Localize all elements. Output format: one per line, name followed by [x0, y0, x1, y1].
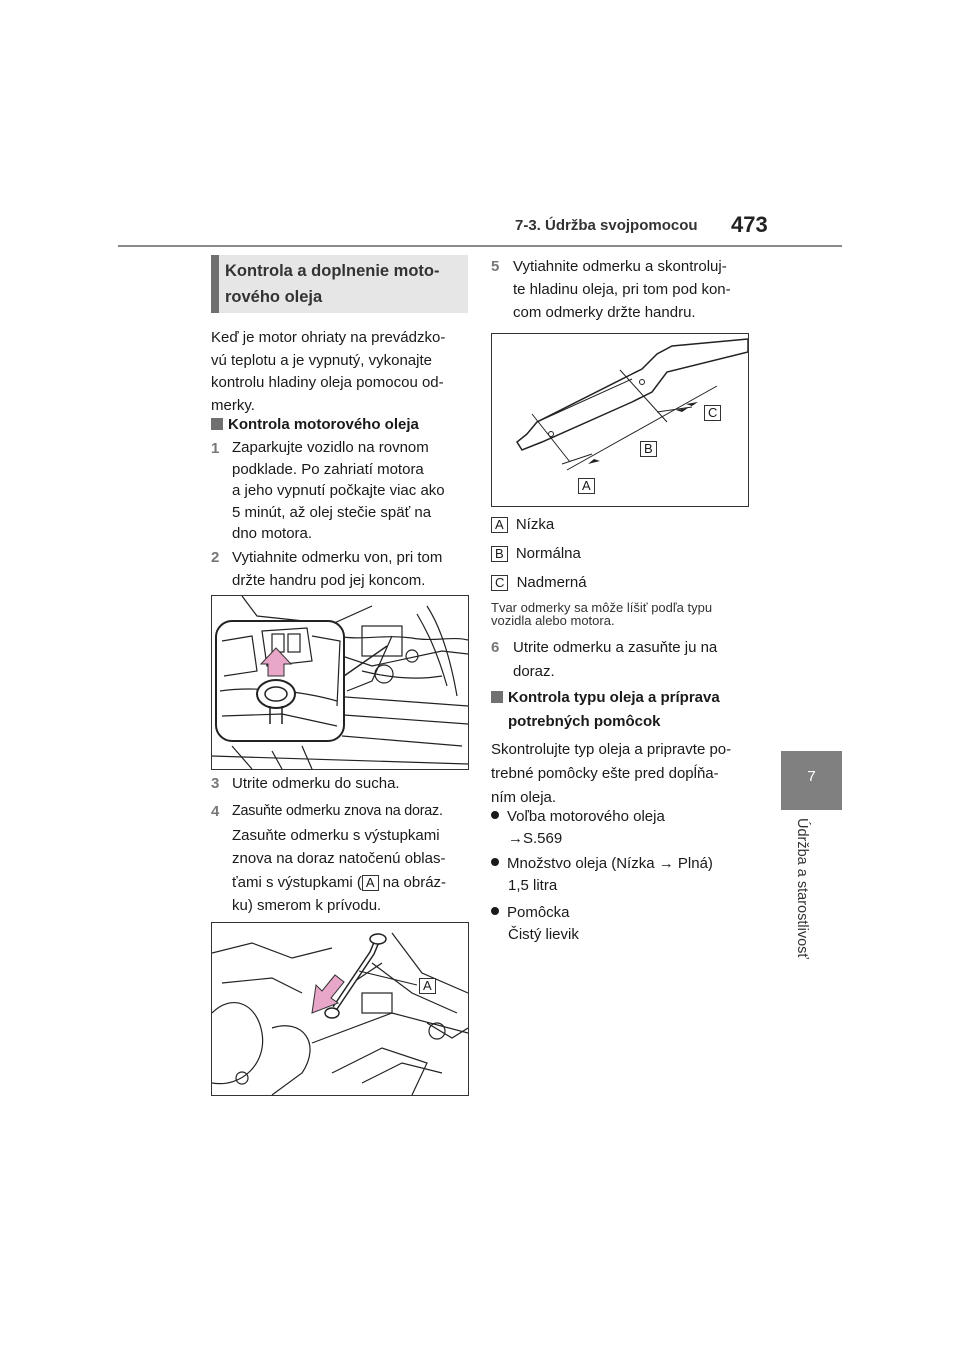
- intro-paragraph: Keď je motor ohriaty na prevádzko- vú teplotu a je vypnutý, vykonajte kontrolu hladiny oleja pomocou od- merky.: [211, 329, 446, 414]
- step-5: 5 Vytiahnite odmerku a skontroluj- te hladinu oleja, pri tom pod kon- com odmerky držte handru.: [491, 258, 731, 321]
- bullet-icon: [491, 811, 499, 819]
- figure-label-c: C: [704, 405, 721, 421]
- legend-a: A Nízka: [491, 513, 554, 536]
- section-title: 7-3. Údržba svojpomocou: [515, 217, 698, 234]
- step-6: 6 Utrite odmerku a zasuňte ju na doraz.: [491, 639, 718, 680]
- chapter-label: Údržba a starostlivosť: [794, 818, 810, 959]
- oil-type-paragraph: Skontrolujte typ oleja a pripravte po- trebné pomôcky ešte pred dopĺňa- ním oleja.: [491, 741, 732, 806]
- square-bullet-icon: [211, 418, 223, 430]
- note: Tvar odmerky sa môže líšiť podľa typu vozidla alebo motora.: [491, 600, 713, 628]
- subheading-oil-type: Kontrola typu oleja a príprava potrebných pomôcok: [491, 686, 720, 734]
- legend-c-box: C: [491, 575, 508, 591]
- bullet-tool: Pomôcka Čistý lievik: [491, 902, 579, 946]
- bullet-oil-choice: Voľba motorového oleja →S.569: [491, 806, 665, 850]
- bullet-icon: [491, 907, 499, 915]
- legend-b-box: B: [491, 546, 508, 562]
- bullet-icon: [491, 858, 499, 866]
- step-2: 2 Vytiahnite odmerku von, pri tom držte handru pod jej koncom.: [211, 549, 443, 589]
- section-banner-title: Kontrola a doplnenie moto- rového oleja: [225, 262, 440, 306]
- bullet-oil-amount: Množstvo oleja (Nízka → Plná) 1,5 litra: [491, 853, 713, 897]
- figure-label-b: B: [640, 441, 657, 457]
- chapter-number: 7: [807, 768, 816, 785]
- square-bullet-icon: [491, 691, 503, 703]
- legend-b: B Normálna: [491, 542, 581, 565]
- step-3: 3 Utrite odmerku do sucha.: [211, 775, 400, 792]
- legend-a-box: A: [491, 517, 508, 533]
- header-rule: [118, 245, 842, 247]
- label-a-box: A: [362, 875, 379, 891]
- dipstick-level-figure: [491, 333, 749, 507]
- step-1: 1 Zaparkujte vozidlo na rovnom podklade. Po zahriatí motora a jeho vypnutí počkajte viac ako 5 minút, až olej stečie späť na dno motora.: [211, 439, 445, 542]
- subheading-check-oil: Kontrola motorového oleja: [211, 413, 419, 436]
- step-4: 4 Zasuňte odmerku znova na doraz. Zasuňte odmerku s výstupkami znova na doraz natočenú oblas- ťami s výstupkami ( A na obráz- ku) smerom k prívodu.: [211, 803, 447, 914]
- engine-dipstick-figure: [211, 595, 469, 770]
- page-number: 473: [731, 212, 768, 237]
- figure-label-a: A: [419, 978, 436, 994]
- insert-dipstick-illustration: [212, 923, 468, 1095]
- figure-label-a-level: A: [578, 478, 595, 494]
- legend-c: C Nadmerná: [491, 571, 587, 594]
- section-banner-bar: [211, 255, 219, 313]
- insert-dipstick-figure: [211, 922, 469, 1096]
- engine-dipstick-illustration: [212, 596, 468, 769]
